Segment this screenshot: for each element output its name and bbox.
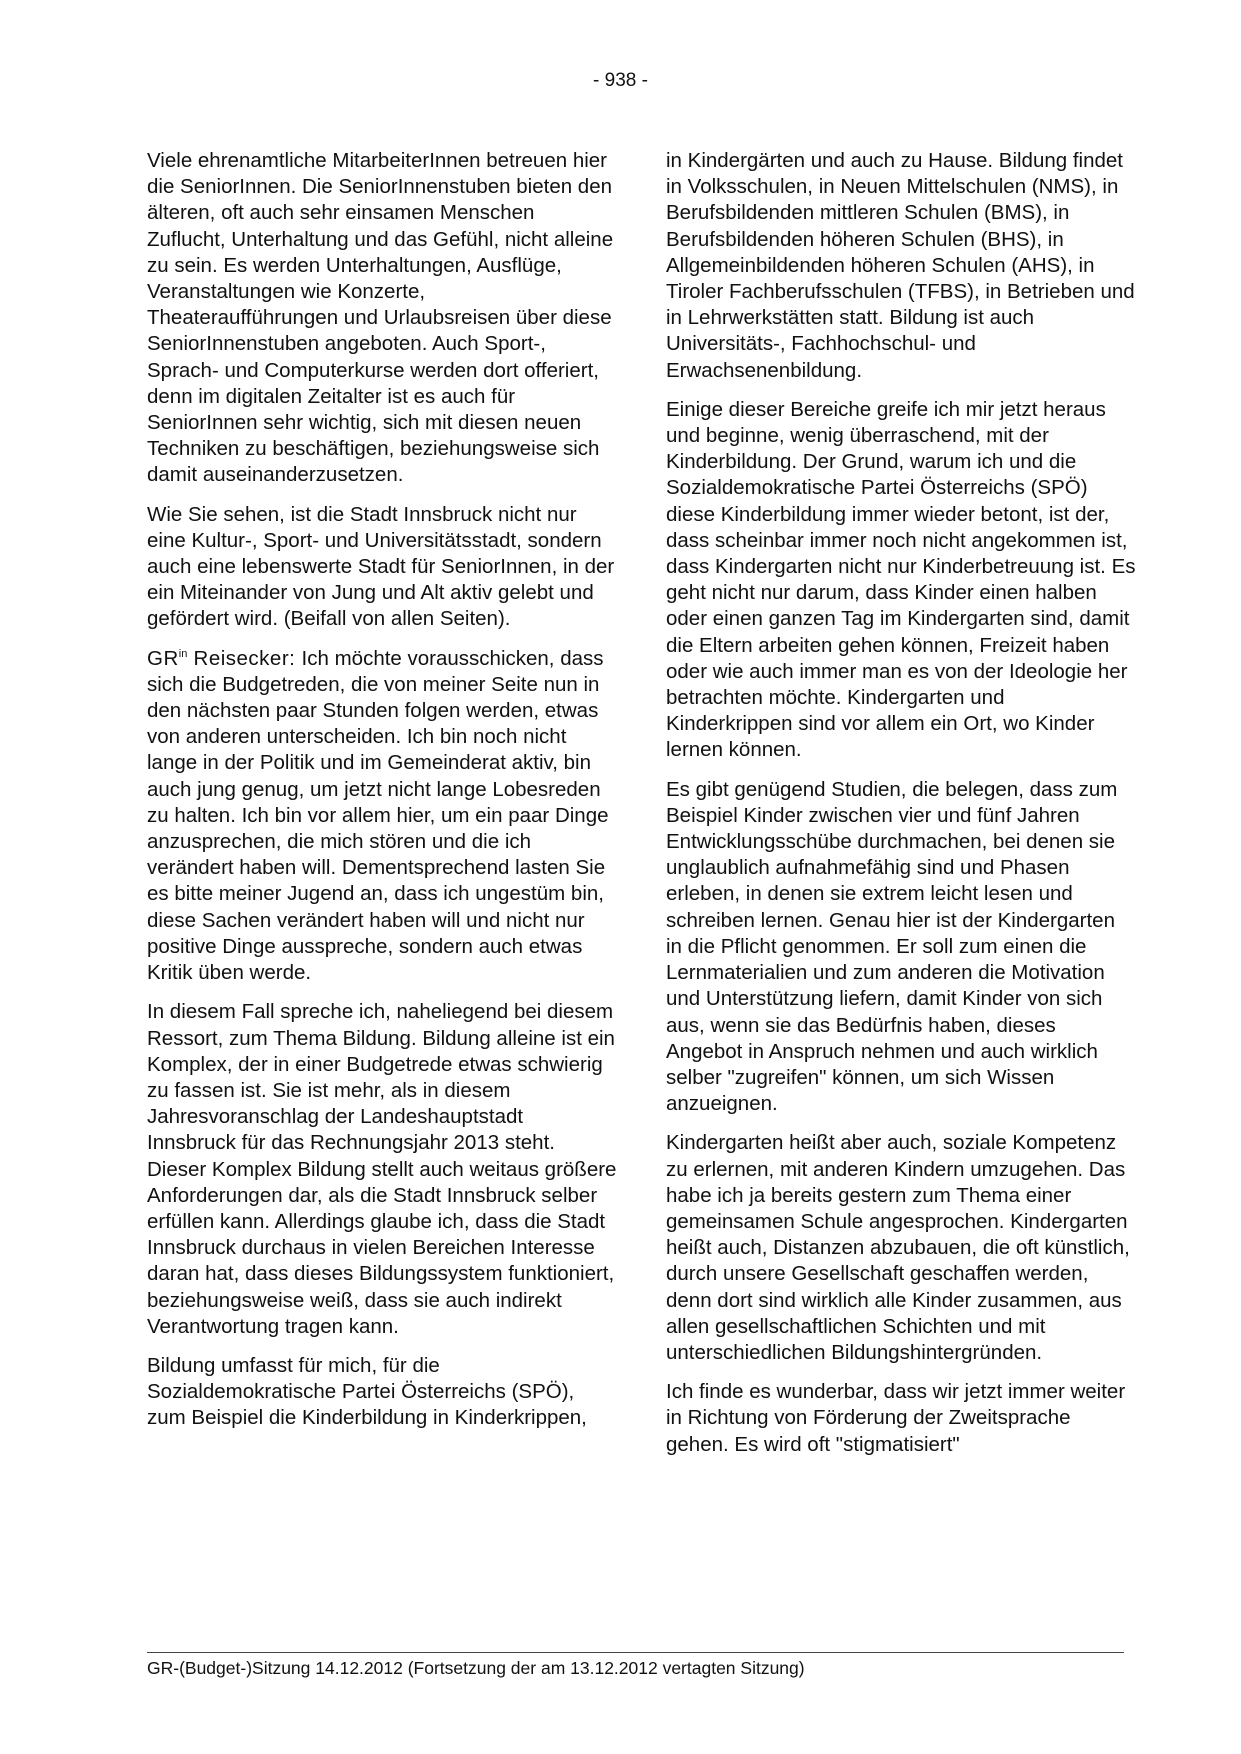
paragraph: Ich finde es wunderbar, dass wir jetzt immer weiter in Richtung von Förderung der Zweitsprache gehen. Es wird oft "stigmatisiert" bbox=[666, 1380, 1126, 1456]
paragraph: In diesem Fall spreche ich, naheliegend bei diesem Ressort, zum Thema Bildung. Bildung alleine ist ein Komplex, der in einer Budgetrede etwas schwierig zu fassen ist. Sie ist mehr, als in diesem Jahresvoranschlag der Landeshauptstadt Innsbruck für das Rechnungsjahr 2013 steht. Dieser Komplex Bildung stellt auch weitaus größere Anforderungen dar, als die Stadt Innsbruck selber erfüllen kann. Allerdings glaube ich, dass die Stadt Innsbruck durchaus in vielen Bereichen Interesse daran hat, dass dieses Bildungssystem funktioniert, beziehungsweise weiß, dass sie auch indirekt Verantwortung tragen kann. bbox=[147, 1000, 617, 1338]
page-number: - 938 - bbox=[593, 70, 648, 91]
left-column bbox=[147, 148, 617, 1445]
paragraph: in Kindergärten und auch zu Hause. Bildung findet in Volksschulen, in Neuen Mittelschulen (NMS), in Berufsbildenden mittleren Schulen (BMS), in Berufsbildenden höheren Schulen (BHS), in Allgemeinbildenden höheren Schulen (AHS), in Tiroler Fachberufsschulen (TFBS), in Betrieben und in Lehrwerkstätten statt. Bildung ist auch Universitäts-, Fachhochschul- und Erwachsenenbildung. bbox=[666, 149, 1135, 382]
speaker-name: Reisecker: bbox=[187, 646, 302, 670]
speech-paragraph bbox=[147, 646, 617, 987]
paragraph: Wie Sie sehen, ist die Stadt Innsbruck nicht nur eine Kultur-, Sport- und Universitätsstadt, sondern auch eine lebenswerte Stadt für SeniorInnen, in der ein Miteinander von Jung und Alt aktiv gelebt und gefördert wird. (Beifall von allen Seiten). bbox=[147, 502, 615, 631]
paragraph: Einige dieser Bereiche greife ich mir jetzt heraus und beginne, wenig überraschend, mit der Kinderbildung. Der Grund, warum ich und die Sozialdemokratische Partei Österreichs (SPÖ) diese Kinderbildung immer wieder betont, ist der, dass scheinbar immer noch nicht angekommen ist, dass Kindergarten nicht nur Kinderbetreuung ist. Es geht nicht nur darum, dass Kinder einen halben oder einen ganzen Tag im Kindergarten sind, damit die Eltern arbeiten gehen können, Freizeit haben oder wie auch immer man es von der Ideologie her betrachten möchte. Kindergarten und Kinderkrippen sind vor allem ein Ort, wo Kinder lernen können. bbox=[666, 397, 1136, 762]
right-column bbox=[666, 148, 1136, 1471]
footer-text: GR-(Budget-)Sitzung 14.12.2012 (Fortsetzung der am 13.12.2012 vertagten Sitzung) bbox=[147, 1658, 805, 1678]
speaker-title: GR bbox=[147, 646, 179, 670]
paragraph: Bildung umfasst für mich, für die Sozialdemokratische Partei Österreichs (SPÖ), zum Beispiel die Kinderbildung in Kinderkrippen, bbox=[147, 1353, 587, 1430]
speech-text: Ich möchte vorausschicken, dass sich die Budgetreden, die von meiner Seite nun in den nächsten paar Stunden folgen werden, etwas von anderen unterscheiden. Ich bin noch nicht lange in der Politik und im Gemeinderat aktiv, bin auch jung genug, um jetzt nicht lange Lobesreden zu halten. Ich bin vor allem hier, um ein paar Dinge anzusprechen, die mich stören und die ich verändert haben will. Dementsprechend lasten Sie es bitte meiner Jugend an, dass ich ungestüm bin, diese Sachen verändert haben will und nicht nur positive Dinge ausspreche, sondern auch etwas Kritik üben werde. bbox=[147, 646, 609, 985]
paragraph: Viele ehrenamtliche MitarbeiterInnen betreuen hier die SeniorInnen. Die SeniorInnenstuben bieten den älteren, oft auch sehr einsamen Menschen Zuflucht, Unterhaltung und das Gefühl, nicht alleine zu sein. Es werden Unterhaltungen, Ausflüge, Veranstaltungen wie Konzerte, Theateraufführungen und Urlaubsreisen über diese SeniorInnenstuben angeboten. Auch Sport-, Sprach- und Computerkurse werden dort offeriert, denn im digitalen Zeitalter ist es auch für SeniorInnen sehr wichtig, sich mit diesen neuen Techniken zu beschäftigen, beziehungsweise sich damit auseinanderzusetzen. bbox=[147, 149, 614, 487]
speaker-title-suffix: in bbox=[178, 647, 188, 660]
paragraph: Kindergarten heißt aber auch, soziale Kompetenz zu erlernen, mit anderen Kindern umzugehen. Das habe ich ja bereits gestern zum Thema einer gemeinsamen Schule angesprochen. Kindergarten heißt auch, Distanzen abzubauen, die oft künstlich, durch unsere Gesellschaft geschaffen werden, denn dort sind wirklich alle Kinder zusammen, aus allen gesellschaftlichen Schichten und mit unterschiedlichen Bildungshintergründen. bbox=[666, 1131, 1130, 1364]
paragraph: Es gibt genügend Studien, die belegen, dass zum Beispiel Kinder zwischen vier und fünf Jahren Entwicklungsschübe durchmachen, bei denen sie unglaublich aufnahmefähig sind und Phasen erleben, in denen sie extrem leicht lesen und schreiben lernen. Genau hier ist der Kindergarten in die Pflicht genommen. Er soll zum einen die Lernmaterialien und zum anderen die Motivation und Unterstützung liefern, damit Kinder von sich aus, wenn sie das Bedürfnis haben, dieses Angebot in Anspruch nehmen und auch wirklich selber "zugreifen" können, um sich Wissen anzueignen. bbox=[666, 777, 1118, 1116]
footer-rule bbox=[147, 1652, 1124, 1653]
